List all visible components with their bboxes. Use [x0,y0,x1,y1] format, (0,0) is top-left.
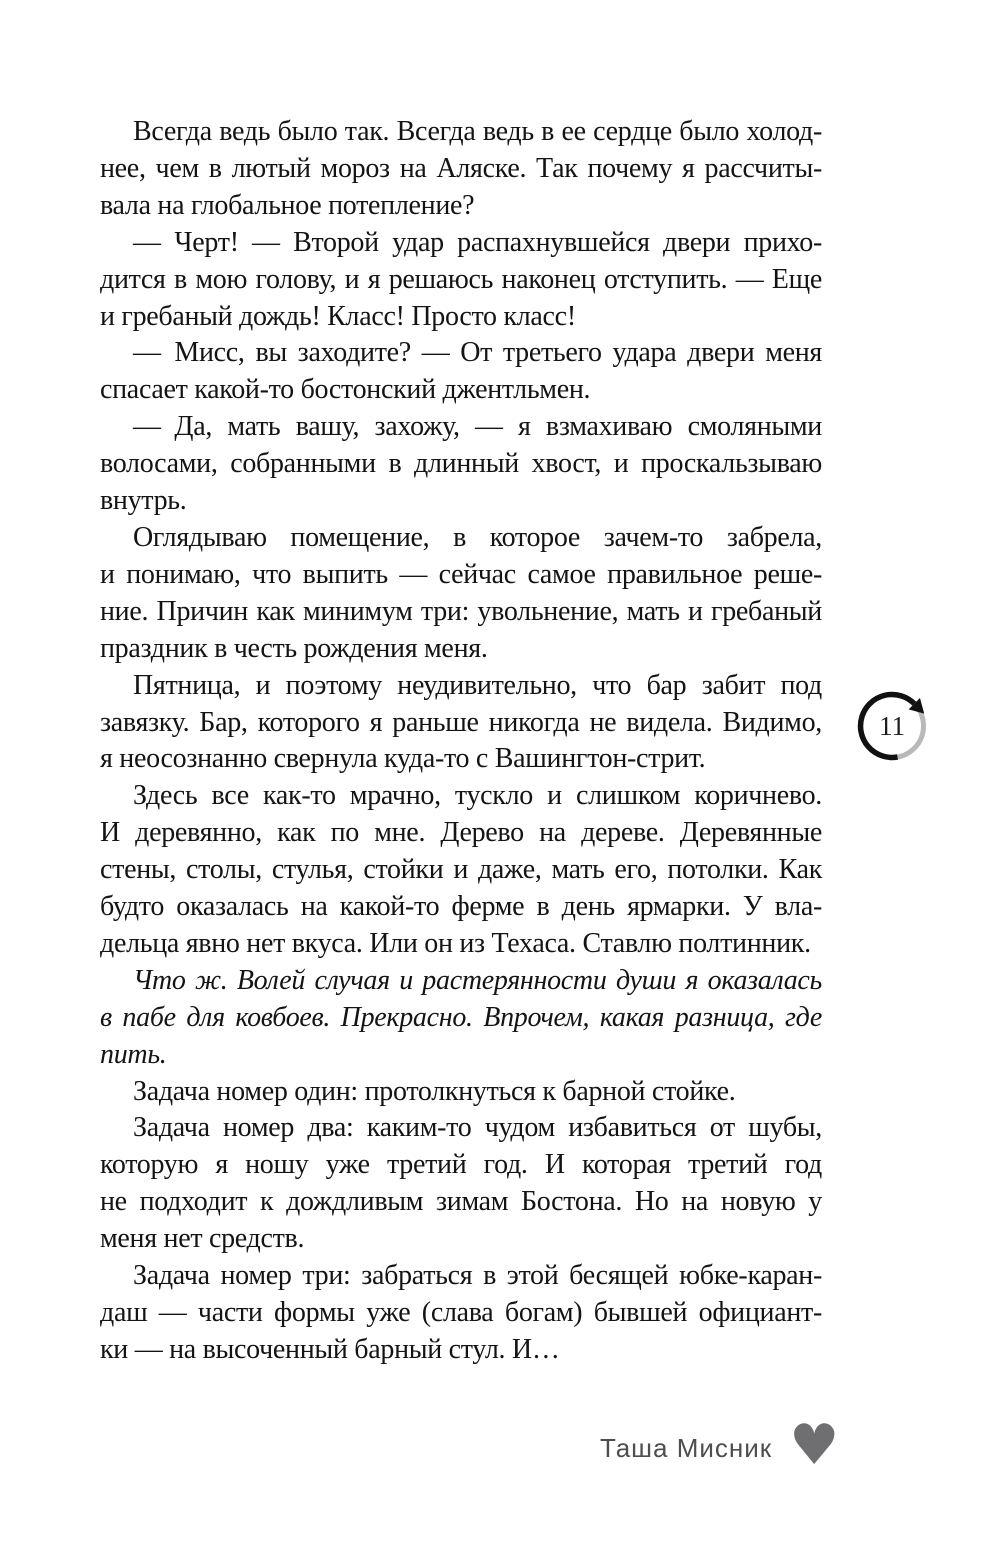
text-line: — Мисс, вы заходите? — От третьего удара двери меня [133,337,822,369]
text-line: Задача номер три: забраться в этой бесящей юбке-каран- [133,1260,822,1292]
text-line: дельца явно нет вкуса. Или он из Техаса. Ставлю полтинник. [100,927,811,959]
text-line: спасает какой-то бостонский джентльмен. [100,374,591,406]
text-line: праздник в честь рождения меня. [100,632,488,664]
text-line: — Да, мать вашу, захожу, — я взмахиваю смоляными [133,411,822,443]
page-footer [600,1413,840,1478]
text-line: завязку. Бар, которого я раньше никогда не видела. Видимо, [100,706,822,738]
text-line: Задача номер два: каким-то чудом избавиться от шубы, [133,1112,822,1144]
text-line: Задача номер один: протолкнуться к барной стойке. [133,1075,736,1107]
text-line: стены, столы, стулья, стойки и даже, мать его, потолки. Как [100,854,822,886]
page-number: 11 [879,710,905,741]
text-line: я неосознанно свернула куда-то с Вашингтон-стрит. [100,743,706,775]
text-line: Что ж. Волей случая и растерянности души я оказалась [133,964,822,996]
text-line: не подходит к дождливым зимам Бостона. Но на новую у [100,1186,822,1218]
book-text-column [100,114,822,1369]
text-line: — Черт! — Второй удар распахнувшейся двери прихо- [133,226,822,258]
text-line: пить. [100,1038,167,1070]
text-line: даш — части формы уже (слава богам) бывшей официант- [100,1297,822,1328]
text-line: дится в мою голову, и я решаюсь наконец отступить. — Еще [100,263,822,295]
author-name: Таша Мисник [600,1432,773,1463]
text-line: вала на глобальное потепление? [100,189,475,221]
text-line: Пятница, и поэтому неудивительно, что бар забит под [133,669,822,701]
text-line: будто оказалась на какой-то ферме в день ярмарки. У вла- [100,891,822,923]
text-line: ки — на высоченный барный стул. И… [100,1333,560,1365]
text-line: И деревянно, как по мне. Дерево на дереве. Деревянные [100,817,822,849]
text-line: Здесь все как-то мрачно, тускло и слишком коричнево. [133,780,822,812]
text-line: ние. Причин как минимум три: увольнение, мать и гребаный [100,595,822,627]
text-line: и понимаю, что выпить — сейчас самое правильное реше- [100,558,822,590]
text-line: нее, чем в лютый мороз на Аляске. Так почему я рассчиты- [100,152,822,184]
text-line: внутрь. [100,485,187,517]
text-line: волосами, собранными в длинный хвост, и проскальзываю [100,448,822,480]
text-line: Всегда ведь было так. Всегда ведь в ее сердце было холод- [133,116,822,147]
text-line: которую я ношу уже третий год. И которая третий год [100,1149,822,1181]
text-line: Оглядываю помещение, в которое зачем-то забрела, [133,521,822,553]
text-line: в пабе для ковбоев. Прекрасно. Впрочем, какая разница, где [100,1001,822,1033]
text-line: и гребаный дождь! Класс! Просто класс! [100,300,576,332]
heart-icon: ♥ [789,1413,840,1478]
text-line: меня нет средств. [100,1223,305,1255]
page-progress-indicator[interactable] [855,689,929,763]
